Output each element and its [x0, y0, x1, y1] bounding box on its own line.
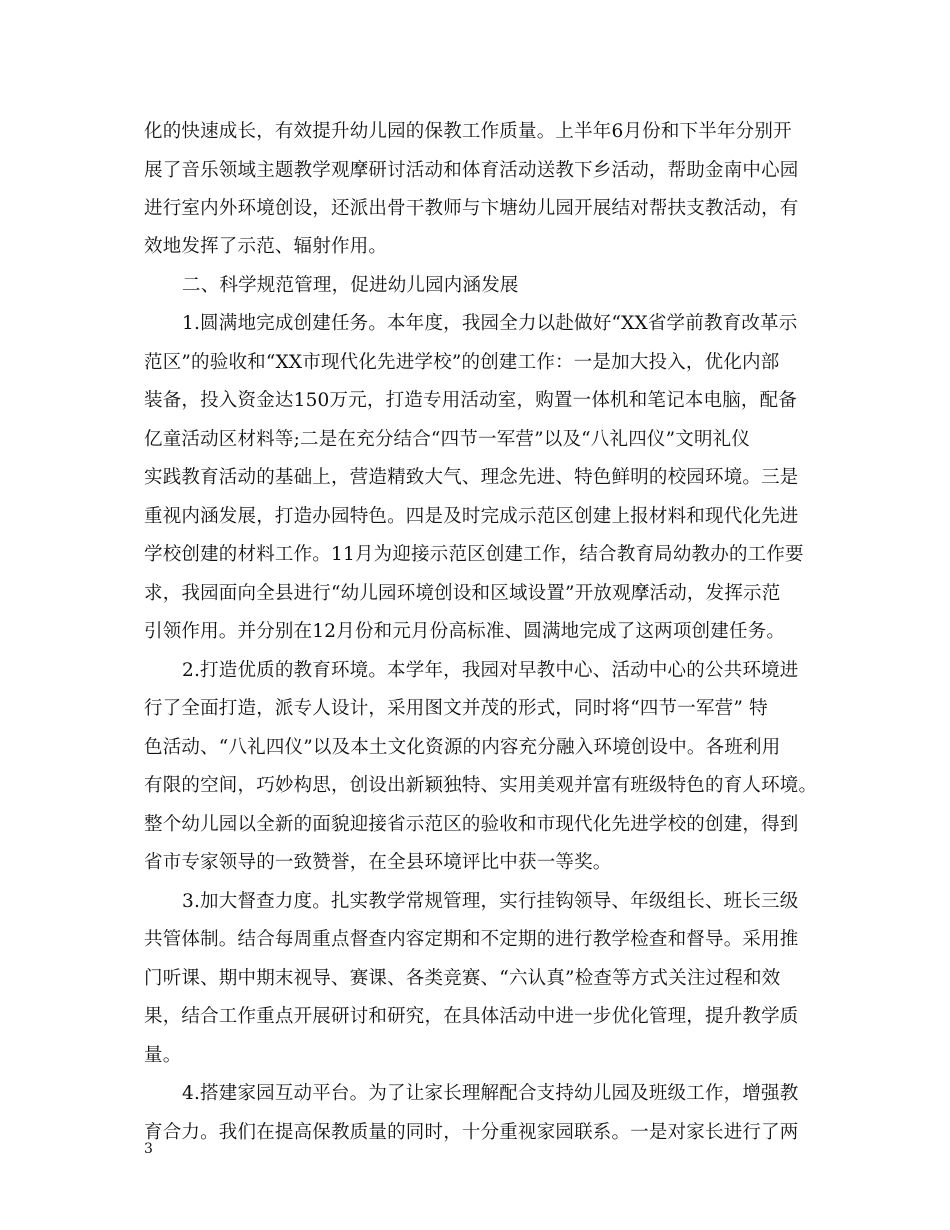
text-line: 省市专家领导的一致赞誉，在全县环境评比中获一等奖。: [144, 852, 612, 873]
text-line: 有限的空间，巧妙构思，创设出新颖独特、实用美观并富有班级特色的育人环境。: [144, 775, 818, 796]
text-line: 装备，投入资金达150万元，打造专用活动室，购置一体机和笔记本电脑，配备: [144, 390, 798, 411]
text-line: 量。: [144, 1045, 182, 1066]
text-line: 育合力。我们在提高保教质量的同时，十分重视家园联系。一是对家长进行了两: [144, 1122, 799, 1143]
text-line: 实践教育活动的基础上，营造精致大气、理念先进、特色鲜明的校园环境。三是: [144, 467, 799, 488]
text-line: 行了全面打造，派专人设计，采用图文并茂的形式，同时将“四节一军营” 特: [144, 698, 768, 719]
text-line: 门听课、期中期末视导、赛课、各类竞赛、“六认真”检查等方式关注过程和效: [144, 968, 781, 989]
text-line: 学校创建的材料工作。11月为迎接示范区创建工作，结合教育局幼教办的工作要: [144, 544, 804, 565]
section-heading: 二、科学规范管理，促进幼儿园内涵发展: [182, 275, 519, 296]
text-line: 整个幼儿园以全新的面貌迎接省示范区的验收和市现代化先进学校的创建，得到: [144, 814, 799, 835]
text-line: 3.加大督查力度。扎实教学常规管理，实行挂钩领导、年级组长、班长三级: [182, 891, 799, 912]
text-line: 展了音乐领域主题教学观摩研讨活动和体育活动送教下乡活动，帮助金南中心园: [144, 160, 799, 181]
text-line: 共管体制。结合每周重点督查内容定期和不定期的进行教学检查和督导。采用推: [144, 929, 799, 950]
text-line: 2.打造优质的教育环境。本学年，我园对早教中心、活动中心的公共环境进: [182, 660, 799, 681]
text-line: 重视内涵发展，打造办园特色。四是及时完成示范区创建上报材料和现代化先进: [144, 506, 799, 527]
text-line: 1.圆满地完成创建任务。本年度，我园全力以赴做好“XX省学前教育改革示: [182, 313, 798, 334]
text-line: 范区”的验收和“XX市现代化先进学校”的创建工作：一是加大投入，优化内部: [144, 352, 780, 373]
text-line: 引领作用。并分别在12月份和元月份高标准、圆满地完成了这两项创建任务。: [144, 621, 786, 642]
text-line: 效地发挥了示范、辐射作用。: [144, 236, 388, 257]
text-line: 亿童活动区材料等;二是在充分结合“四节一军营”以及“八礼四仪”文明礼仪: [144, 429, 751, 450]
text-line: 进行室内外环境创设，还派出骨干教师与卞塘幼儿园开展结对帮扶支教活动，有: [144, 198, 799, 219]
text-line: 求，我园面向全县进行“幼儿园环境创设和区域设置”开放观摩活动，发挥示范: [144, 583, 781, 604]
text-line: 化的快速成长，有效提升幼儿园的保教工作质量。上半年6月份和下半年分别开: [144, 121, 792, 142]
text-line: 果，结合工作重点开展研讨和研究，在具体活动中进一步优化管理，提升教学质: [144, 1006, 799, 1027]
text-line: 色活动、“八礼四仪”以及本土文化资源的内容充分融入环境创设中。各班利用: [144, 737, 781, 758]
text-line: 4.搭建家园互动平台。为了让家长理解配合支持幼儿园及班级工作，增强教: [182, 1083, 799, 1104]
page-number: 3: [144, 1141, 153, 1157]
